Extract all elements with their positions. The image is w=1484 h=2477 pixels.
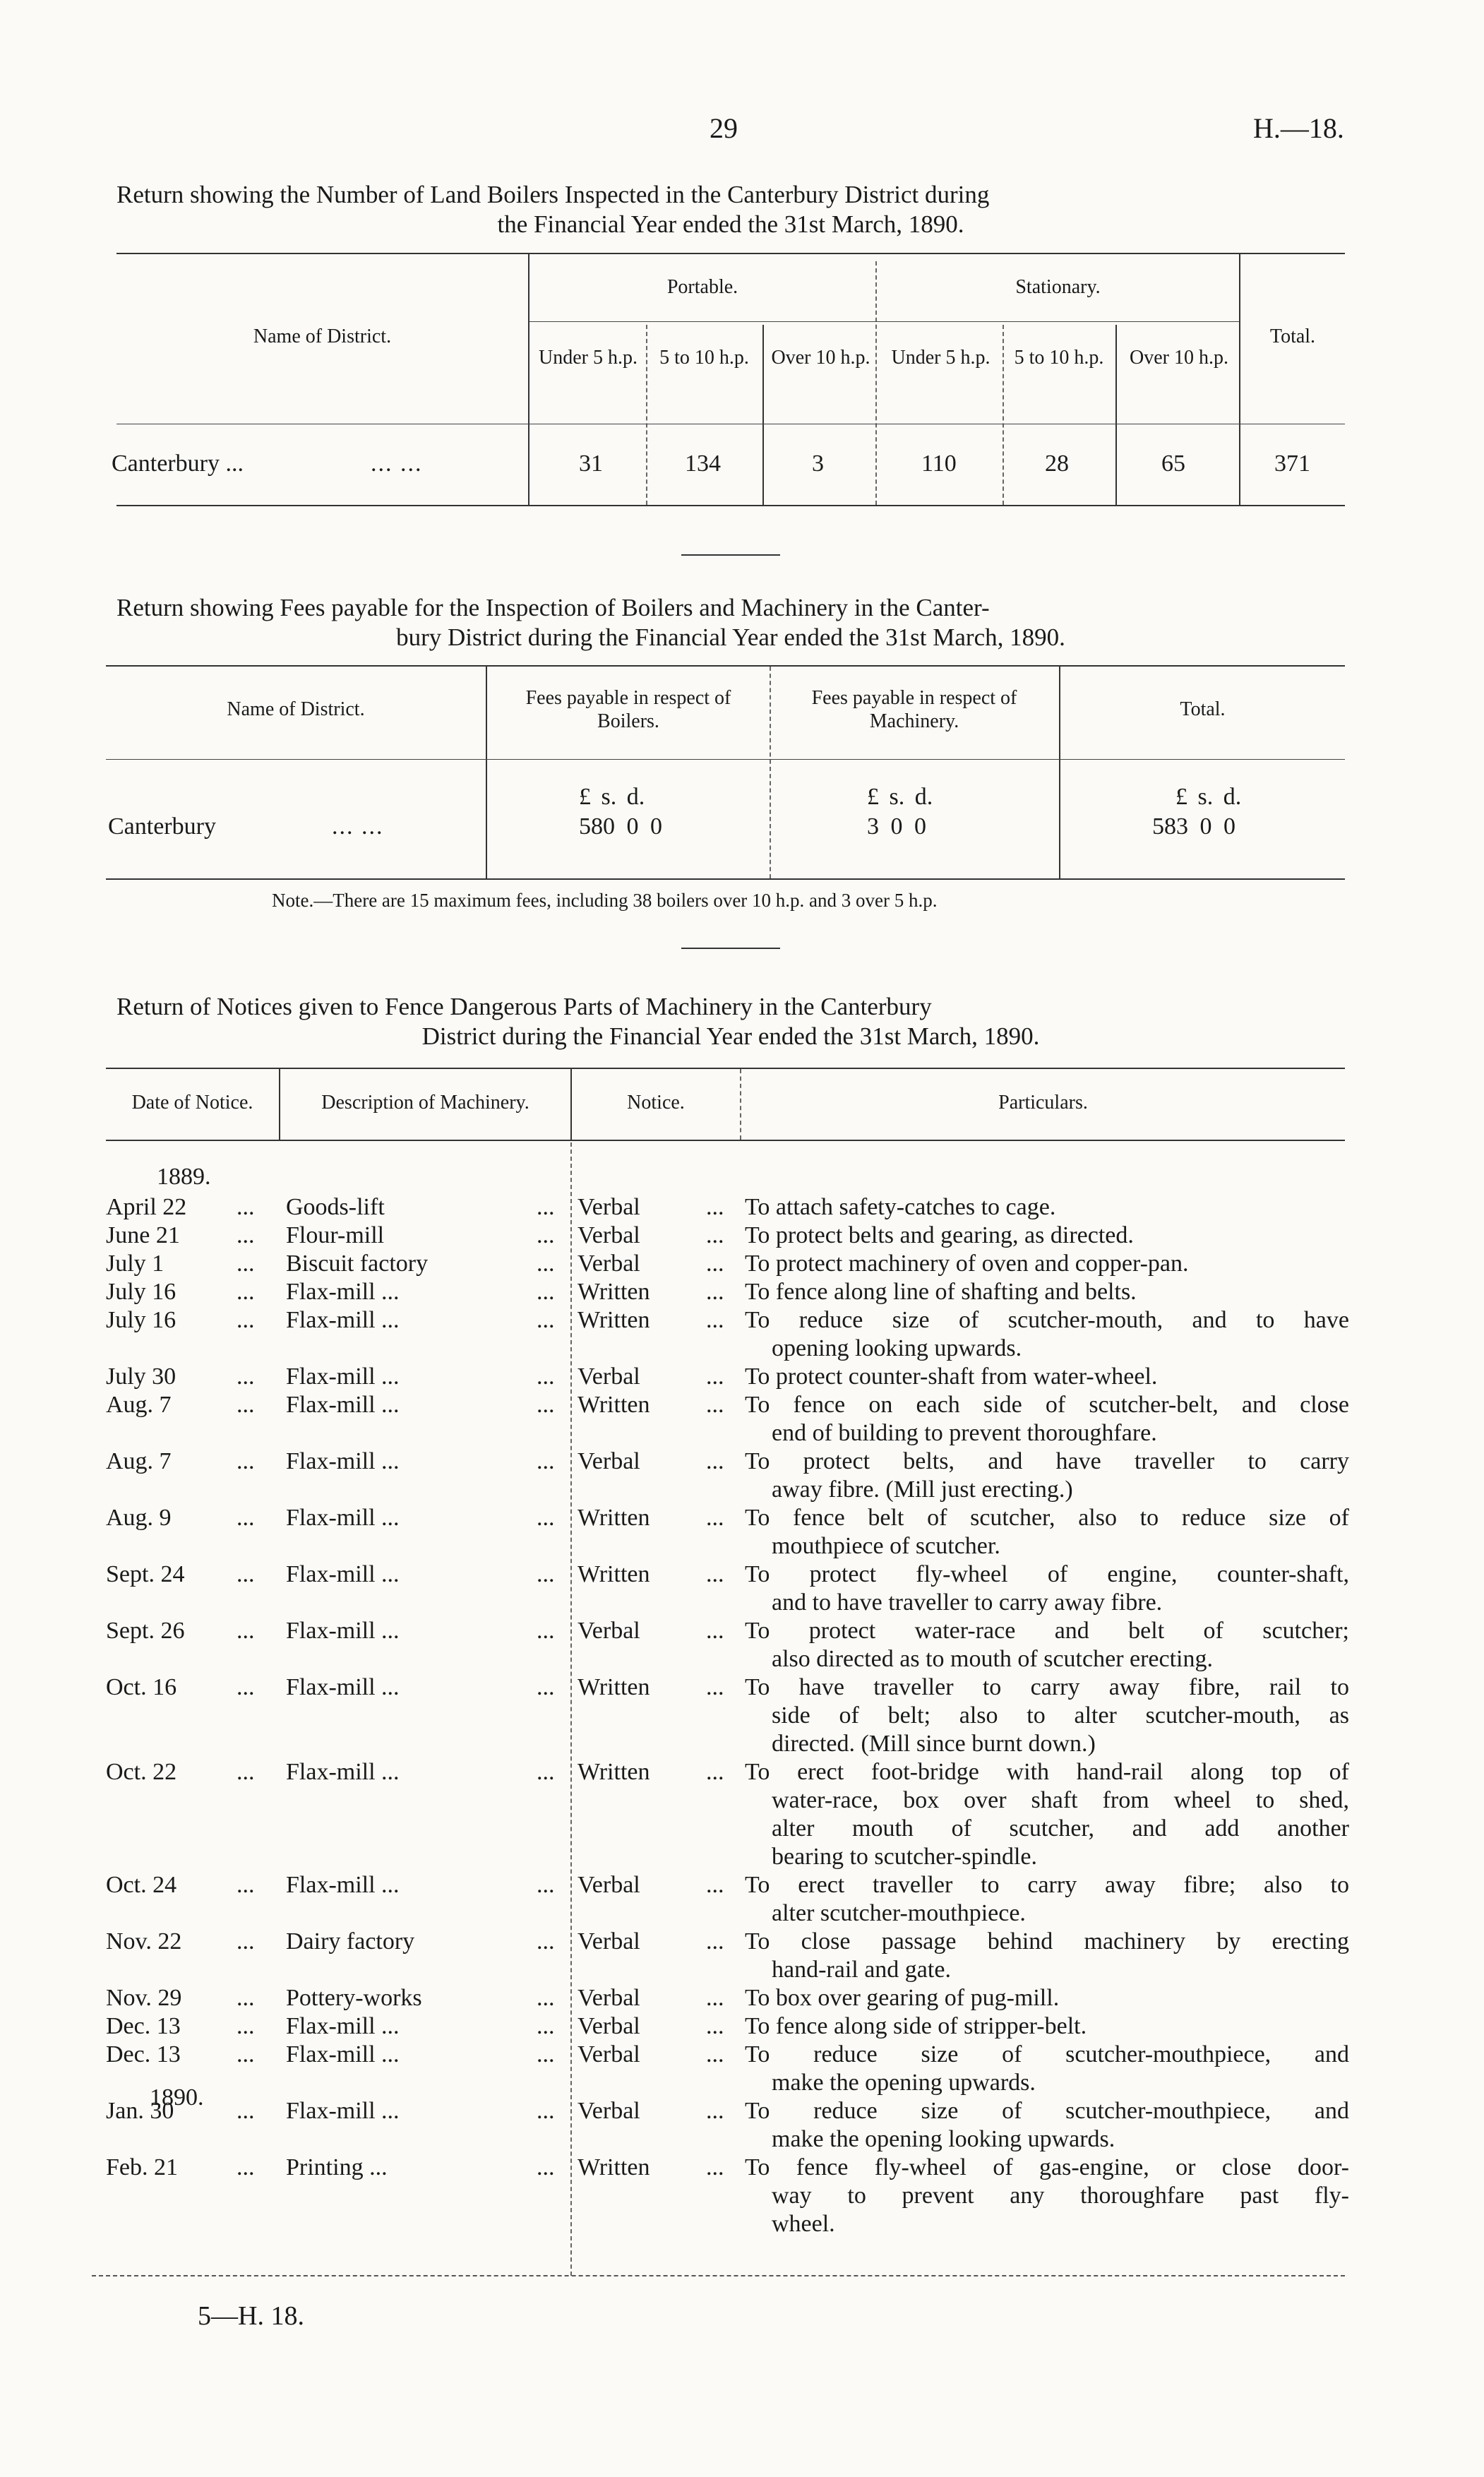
particulars-line: To protect water-race and belt of scutcher; — [745, 1618, 1349, 1644]
notice-type: Written — [578, 1674, 650, 1700]
particulars-line: To fence on each side of scutcher-belt, and close — [745, 1392, 1349, 1418]
leader-dots: ... — [237, 1194, 255, 1220]
notice-particulars — [745, 1391, 1349, 1448]
fees-boilers-value: 580 0 0 — [579, 813, 662, 840]
particulars-line: To attach safety-catches to cage. — [745, 1194, 1056, 1220]
notice-particulars — [745, 2012, 1349, 2041]
table-rule — [106, 1140, 1345, 1141]
portable-5to10-value: 134 — [685, 450, 721, 477]
leader-dots: ... — [706, 2013, 724, 2039]
machinery-description: Pottery-works — [286, 1985, 422, 2011]
leader-dots: ... — [537, 1872, 555, 1898]
machinery-description: Flax-mill ... — [286, 1279, 400, 1305]
table-rule — [116, 505, 1345, 506]
stationary-over-value: 65 — [1161, 450, 1185, 477]
particulars-line: To protect fly-wheel of engine, counter-shaft, — [745, 1561, 1349, 1587]
notice-date: June 21 — [106, 1222, 180, 1248]
notice-type: Written — [578, 1561, 650, 1587]
leader-dots: ... — [706, 1561, 724, 1587]
particulars-line: make the opening looking upwards. — [772, 2126, 1115, 2152]
document-reference: H.—18. — [1253, 112, 1344, 144]
table-rule — [92, 2275, 1345, 2276]
currency-header-total: £ s. d. — [1175, 784, 1242, 810]
particulars-line: To fence fly-wheel of gas-engine, or close door- — [745, 2154, 1349, 2180]
currency-header-machinery: £ s. d. — [867, 784, 933, 810]
machinery-description: Flax-mill ... — [286, 1759, 400, 1785]
particulars-line: mouthpiece of scutcher. — [772, 1533, 1000, 1559]
page-number: 29 — [710, 112, 738, 144]
notice-type: Written — [578, 1759, 650, 1785]
header-stationary-over: Over 10 h.p. — [1130, 347, 1228, 369]
notice-particulars — [745, 1758, 1349, 1871]
leader-dots: ... — [237, 1448, 255, 1474]
header-stationary: Stationary. — [1015, 276, 1101, 298]
notice-type: Written — [578, 1505, 650, 1531]
leader-dots: ... — [237, 1928, 255, 1954]
leader-dots: ... — [537, 1448, 555, 1474]
leader-dots: ... — [537, 1307, 555, 1333]
machinery-description: Flax-mill ... — [286, 1307, 400, 1333]
leader-dots: ... — [237, 1618, 255, 1644]
section2-title — [116, 593, 1345, 652]
particulars-line: To fence along side of stripper-belt. — [745, 2013, 1087, 2039]
leader-dots: ... — [537, 1392, 555, 1418]
stationary-under-value: 110 — [921, 450, 957, 477]
leader-dots: ... — [706, 1618, 724, 1644]
notice-date: Oct. 24 — [106, 1872, 177, 1898]
leader-dots: ... — [706, 1674, 724, 1700]
machinery-description: Flax-mill ... — [286, 1674, 400, 1700]
notice-type: Written — [578, 1307, 650, 1333]
notice-particulars — [745, 1250, 1349, 1278]
leader-dots: ... — [237, 1251, 255, 1277]
leader-dots: ... — [237, 1363, 255, 1390]
column-rule — [1239, 254, 1240, 505]
section2-title-line1: Return showing Fees payable for the Inspection of Boilers and Machinery in the Canter- — [116, 594, 990, 621]
leader-dots: ... — [537, 1561, 555, 1587]
portable-over-value: 3 — [812, 450, 824, 477]
table-rule — [106, 665, 1345, 667]
section3-title — [116, 992, 1345, 1051]
notice-particulars — [745, 1928, 1349, 1984]
notice-type: Verbal — [578, 1251, 640, 1277]
leader-dots: ... — [706, 1363, 724, 1390]
leader-dots: ... — [537, 1363, 555, 1390]
leader-dots: ... — [537, 1222, 555, 1248]
leader-dots: ... — [537, 2098, 555, 2124]
leader-dots: ... — [706, 1872, 724, 1898]
column-rule — [570, 1142, 572, 2276]
leader-dots: ... — [537, 1618, 555, 1644]
leader-dots: ... — [706, 1928, 724, 1954]
machinery-description: Printing ... — [286, 2154, 388, 2180]
leader-dots: ... — [237, 2013, 255, 2039]
leader-dots: ... — [237, 1561, 255, 1587]
leader-dots: ... — [706, 1222, 724, 1248]
machinery-description: Flax-mill ... — [286, 1618, 400, 1644]
leader-dots: ... — [237, 1307, 255, 1333]
particulars-line: side of belt; also to alter scutcher-mouth, as — [772, 1702, 1349, 1729]
section1-title-line2: the Financial Year ended the 31st March, 1890. — [497, 210, 964, 238]
header-fees-boilers: Fees payable in respect of Boilers. — [525, 687, 731, 732]
header-portable-under: Under 5 h.p. — [539, 347, 638, 369]
particulars-line: To have traveller to carry away fibre, rail to — [745, 1674, 1349, 1700]
notice-particulars — [745, 1871, 1349, 1928]
particulars-line: hand-rail and gate. — [772, 1957, 951, 1983]
notice-date: July 30 — [106, 1363, 176, 1390]
leader-dots: ... — [237, 1759, 255, 1785]
machinery-description: Flax-mill ... — [286, 2013, 400, 2039]
notice-particulars — [745, 1504, 1349, 1560]
year-label: 1889. — [157, 1164, 211, 1190]
column-rule — [1003, 325, 1004, 505]
header-fees-machinery: Fees payable in respect of Machinery. — [811, 687, 1017, 732]
notice-type: Verbal — [578, 1194, 640, 1220]
column-rule — [646, 325, 647, 505]
notice-particulars — [745, 1560, 1349, 1617]
leader-dots: ... — [537, 2041, 555, 2067]
notice-date: Sept. 26 — [106, 1618, 185, 1644]
portable-under-value: 31 — [579, 450, 603, 477]
leader-dots: ... — [706, 1392, 724, 1418]
particulars-line: directed. (Mill since burnt down.) — [772, 1731, 1096, 1757]
section-divider — [681, 554, 780, 556]
notice-date: Dec. 13 — [106, 2041, 181, 2067]
header-stationary-under: Under 5 h.p. — [891, 347, 991, 369]
particulars-line: and to have traveller to carry away fibre. — [772, 1589, 1163, 1616]
notice-particulars — [745, 1984, 1349, 2012]
header-total: Total. — [1180, 698, 1226, 720]
notice-date: April 22 — [106, 1194, 187, 1220]
notice-type: Verbal — [578, 1363, 640, 1390]
machinery-description: Flax-mill ... — [286, 1363, 400, 1390]
particulars-line: To reduce size of scutcher-mouth, and to have — [745, 1307, 1349, 1333]
notice-date: Sept. 24 — [106, 1561, 185, 1587]
fees-machinery-value: 3 0 0 — [867, 813, 926, 840]
machinery-description: Flax-mill ... — [286, 1872, 400, 1898]
notice-date: July 16 — [106, 1307, 176, 1333]
table-rule — [106, 1068, 1345, 1069]
particulars-line: alter scutcher-mouthpiece. — [772, 1900, 1026, 1926]
leader-dots: ... — [237, 1985, 255, 2011]
machinery-description: Goods-lift — [286, 1194, 385, 1220]
notice-particulars — [745, 2041, 1349, 2097]
particulars-line: To box over gearing of pug-mill. — [745, 1985, 1060, 2011]
notice-particulars — [745, 1222, 1349, 1250]
header-notice: Notice. — [627, 1092, 685, 1114]
leader-dots: ... — [537, 1928, 555, 1954]
leader-dots: ... — [237, 2098, 255, 2124]
notice-type: Written — [578, 2154, 650, 2180]
notice-type: Verbal — [578, 1222, 640, 1248]
leader-dots: ... ... — [332, 813, 384, 840]
notice-particulars — [745, 1306, 1349, 1363]
notice-date: Oct. 16 — [106, 1674, 177, 1700]
machinery-description: Flour-mill — [286, 1222, 385, 1248]
leader-dots: ... — [537, 1194, 555, 1220]
fees-total-value: 583 0 0 — [1152, 813, 1235, 840]
particulars-line: To fence belt of scutcher, also to reduce size of — [745, 1505, 1349, 1531]
table-rule — [106, 759, 1345, 760]
printer-signature: 5—H. 18. — [198, 2301, 304, 2331]
notice-date: July 1 — [106, 1251, 164, 1277]
machinery-description: Flax-mill ... — [286, 1448, 400, 1474]
particulars-line: alter mouth of scutcher, and add another — [772, 1815, 1349, 1842]
fees-note: Note.—There are 15 maximum fees, including 38 boilers over 10 h.p. and 3 over 5 h.p. — [272, 890, 938, 911]
column-rule — [1115, 325, 1117, 505]
notice-particulars — [745, 1363, 1349, 1391]
leader-dots: ... — [706, 1505, 724, 1531]
currency-header-boilers: £ s. d. — [579, 784, 645, 810]
notice-type: Written — [578, 1392, 650, 1418]
table-rule — [106, 878, 1345, 880]
notice-type: Verbal — [578, 1928, 640, 1954]
header-description: Description of Machinery. — [321, 1092, 529, 1114]
leader-dots: ... — [537, 1759, 555, 1785]
stationary-5to10-value: 28 — [1045, 450, 1069, 477]
header-portable-over: Over 10 h.p. — [771, 347, 870, 369]
leader-dots: ... — [237, 1222, 255, 1248]
particulars-line: To reduce size of scutcher-mouthpiece, and — [745, 2041, 1349, 2067]
notice-particulars — [745, 2097, 1349, 2154]
notice-particulars — [745, 1193, 1349, 1222]
leader-dots: ... — [706, 1307, 724, 1333]
notice-particulars — [745, 2154, 1349, 2238]
section1-title-line1: Return showing the Number of Land Boilers Inspected in the Canterbury District during — [116, 181, 990, 208]
notice-type: Verbal — [578, 2098, 640, 2124]
leader-dots: ... — [706, 1759, 724, 1785]
particulars-line: To reduce size of scutcher-mouthpiece, and — [745, 2098, 1349, 2124]
particulars-line: opening looking upwards. — [772, 1335, 1022, 1361]
leader-dots: ... — [537, 1985, 555, 2011]
district-name: Canterbury — [108, 813, 216, 840]
particulars-line: To protect machinery of oven and copper-pan. — [745, 1251, 1189, 1277]
particulars-line: bearing to scutcher-spindle. — [772, 1844, 1038, 1870]
particulars-line: water-race, box over shaft from wheel to shed, — [772, 1787, 1349, 1813]
total-value: 371 — [1274, 450, 1310, 477]
section1-title — [116, 180, 1345, 239]
header-particulars: Particulars. — [998, 1092, 1088, 1114]
particulars-line: also directed as to mouth of scutcher erecting. — [772, 1646, 1213, 1672]
leader-dots: ... — [237, 1279, 255, 1305]
notice-type: Verbal — [578, 1985, 640, 2011]
leader-dots: ... — [237, 2154, 255, 2180]
leader-dots: ... — [706, 1251, 724, 1277]
notice-date: Jan. 30 — [106, 2098, 174, 2124]
leader-dots: ... — [706, 1279, 724, 1305]
notice-date: Nov. 22 — [106, 1928, 182, 1954]
leader-dots: ... — [706, 2041, 724, 2067]
particulars-line: To protect belts, and have traveller to carry — [745, 1448, 1349, 1474]
particulars-line: To close passage behind machinery by erecting — [745, 1928, 1349, 1954]
section2-title-line2: bury District during the Financial Year ended the 31st March, 1890. — [396, 623, 1065, 651]
leader-dots: ... — [537, 1505, 555, 1531]
particulars-line: end of building to prevent thoroughfare. — [772, 1420, 1157, 1446]
section-divider — [681, 948, 780, 949]
machinery-description: Flax-mill ... — [286, 1561, 400, 1587]
leader-dots: ... — [237, 2041, 255, 2067]
particulars-line: To fence along line of shafting and belts. — [745, 1279, 1137, 1305]
year-label: 1890. — [150, 2084, 204, 2111]
particulars-line: wheel. — [772, 2211, 835, 2237]
leader-dots: ... — [237, 1505, 255, 1531]
header-district: Name of District. — [253, 326, 392, 347]
leader-dots: ... — [706, 1194, 724, 1220]
notice-date: July 16 — [106, 1279, 176, 1305]
notice-date: Dec. 13 — [106, 2013, 181, 2039]
machinery-description: Biscuit factory — [286, 1251, 429, 1277]
table-rule — [529, 321, 1239, 322]
column-rule — [486, 667, 487, 878]
machinery-description: Flax-mill ... — [286, 2098, 400, 2124]
district-name: Canterbury ... — [112, 450, 244, 477]
leader-dots: ... — [706, 2154, 724, 2180]
notice-date: Nov. 29 — [106, 1985, 182, 2011]
notice-type: Verbal — [578, 2041, 640, 2067]
particulars-line: way to prevent any thoroughfare past fly- — [772, 2183, 1349, 2209]
particulars-line: away fibre. (Mill just erecting.) — [772, 1476, 1073, 1503]
notice-particulars — [745, 1673, 1349, 1758]
notice-date: Aug. 9 — [106, 1505, 172, 1531]
machinery-description: Flax-mill ... — [286, 1505, 400, 1531]
section3-title-line2: District during the Financial Year ended the 31st March, 1890. — [421, 1022, 1040, 1050]
machinery-description: Flax-mill ... — [286, 1392, 400, 1418]
table-rule — [116, 253, 1345, 254]
header-district: Name of District. — [227, 698, 365, 720]
column-rule — [770, 667, 771, 878]
leader-dots: ... — [706, 1448, 724, 1474]
header-portable-5to10: 5 to 10 h.p. — [659, 347, 749, 369]
notice-date: Aug. 7 — [106, 1448, 172, 1474]
notice-date: Feb. 21 — [106, 2154, 178, 2180]
notice-particulars — [745, 1617, 1349, 1673]
leader-dots: ... ... — [371, 450, 423, 477]
machinery-description: Flax-mill ... — [286, 2041, 400, 2067]
notice-type: Verbal — [578, 1872, 640, 1898]
leader-dots: ... — [706, 2098, 724, 2124]
section3-title-line1: Return of Notices given to Fence Dangerous Parts of Machinery in the Canterbury — [116, 993, 932, 1020]
leader-dots: ... — [537, 1674, 555, 1700]
leader-dots: ... — [706, 1985, 724, 2011]
header-portable: Portable. — [666, 276, 738, 298]
particulars-line: To protect counter-shaft from water-wheel. — [745, 1363, 1158, 1390]
notice-type: Verbal — [578, 1448, 640, 1474]
particulars-line: To protect belts and gearing, as directed. — [745, 1222, 1134, 1248]
leader-dots: ... — [537, 2013, 555, 2039]
leader-dots: ... — [537, 2154, 555, 2180]
particulars-line: To erect traveller to carry away fibre; also to — [745, 1872, 1349, 1898]
notice-date: Aug. 7 — [106, 1392, 172, 1418]
leader-dots: ... — [237, 1392, 255, 1418]
notice-type: Verbal — [578, 1618, 640, 1644]
leader-dots: ... — [537, 1251, 555, 1277]
leader-dots: ... — [237, 1674, 255, 1700]
particulars-line: make the opening upwards. — [772, 2070, 1036, 2096]
notice-particulars — [745, 1448, 1349, 1504]
leader-dots: ... — [537, 1279, 555, 1305]
header-total: Total. — [1269, 326, 1316, 347]
column-rule — [762, 325, 764, 505]
notice-type: Verbal — [578, 2013, 640, 2039]
notice-particulars — [745, 1278, 1349, 1306]
notice-date: Oct. 22 — [106, 1759, 177, 1785]
header-date: Date of Notice. — [131, 1092, 253, 1114]
header-stationary-5to10: 5 to 10 h.p. — [1014, 347, 1104, 369]
notice-type: Written — [578, 1279, 650, 1305]
leader-dots: ... — [237, 1872, 255, 1898]
particulars-line: To erect foot-bridge with hand-rail along top of — [745, 1759, 1349, 1785]
machinery-description: Dairy factory — [286, 1928, 415, 1954]
